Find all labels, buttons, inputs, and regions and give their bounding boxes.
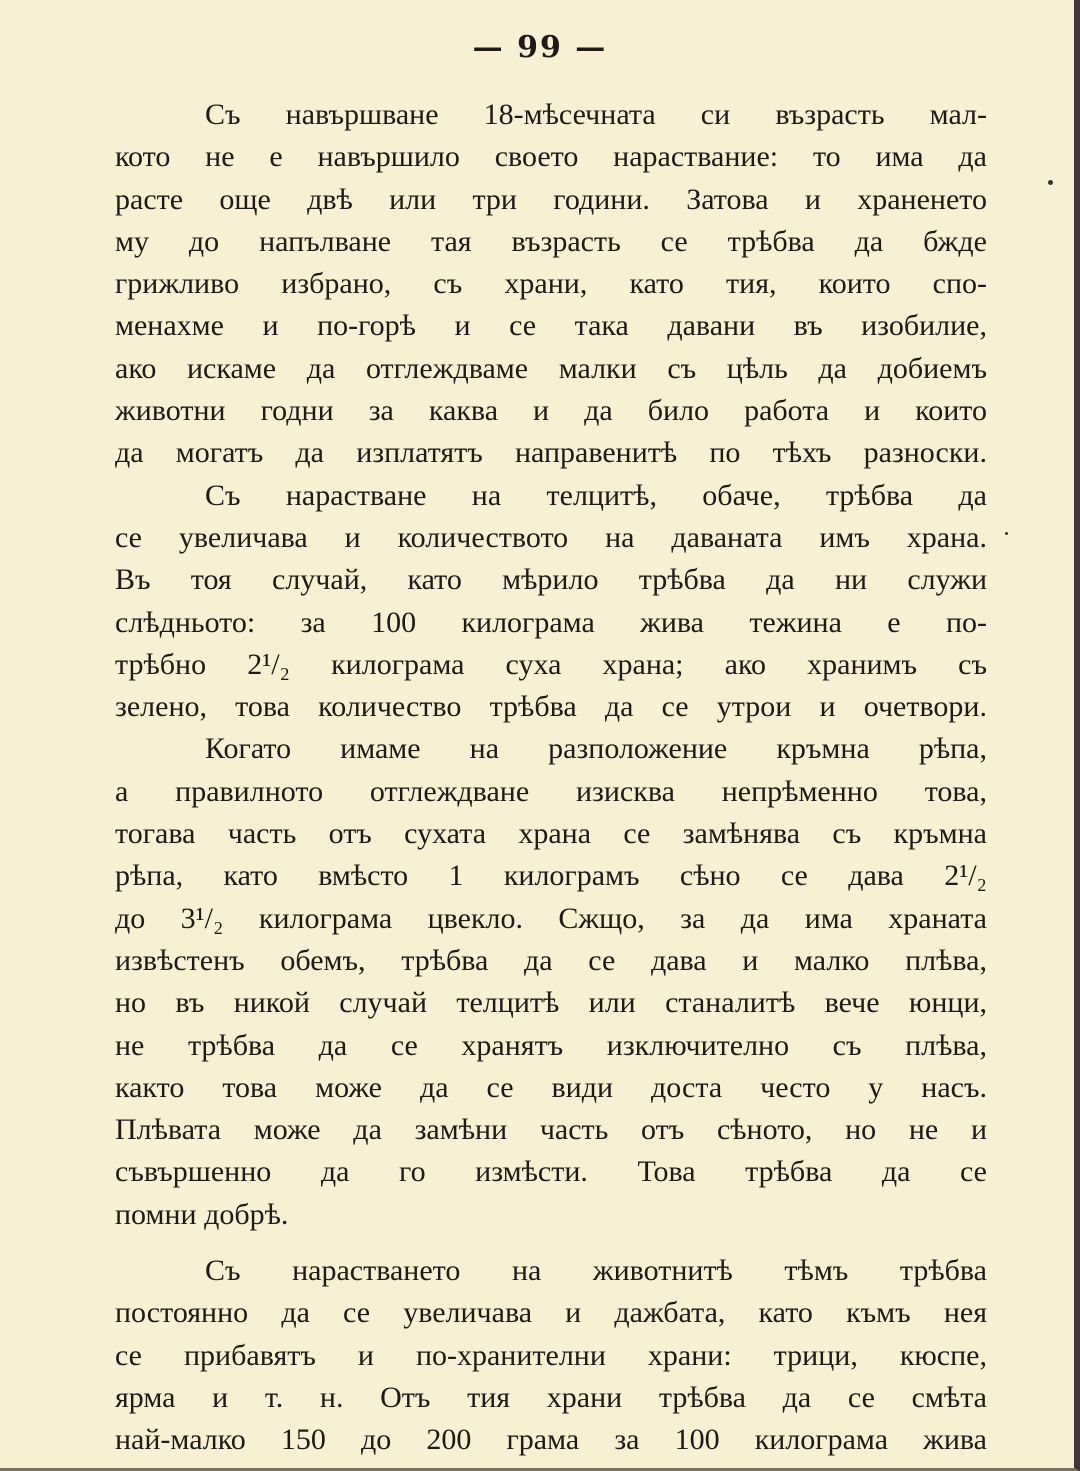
ink-speck <box>1048 180 1053 185</box>
text-line: съвършенно да го измѣсти. Това трѣбва да се <box>115 1155 987 1189</box>
text-line: извѣстенъ обемъ, трѣбва да се дава и малко плѣва, <box>115 943 987 977</box>
text-line: кото не е навършило своето нараствание: то има да <box>115 140 987 174</box>
text-line: грижливо избрано, съ храни, като тия, които спо- <box>115 267 987 301</box>
text-line: слѣдньото: за 100 килограма жива тежина е по- <box>115 605 987 639</box>
text-line: ярма и т. н. Отъ тия храни трѣбва да се смѣта <box>115 1380 987 1414</box>
text-line: постоянно да се увеличава и дажбата, като къмъ нея <box>115 1296 987 1330</box>
text-line: помни добрѣ. <box>115 1197 289 1231</box>
text-line: да могатъ да изплатятъ направенитѣ по тѣхъ разноски. <box>115 436 987 470</box>
text-line: най-малко 150 до 200 грама за 100 килограма жива <box>115 1423 987 1457</box>
paragraph-3 <box>115 728 987 1236</box>
page-number: — 99 — <box>472 30 608 65</box>
text-line: Съ нарастване на телцитѣ, обаче, трѣбва да <box>205 478 987 512</box>
text-line: расте още двѣ или три години. Затова и храненето <box>115 182 987 216</box>
ink-speck <box>1005 532 1008 535</box>
text-line: Плѣвата може да замѣни часть отъ сѣното, но не и <box>115 1113 987 1147</box>
paragraph-2 <box>115 475 987 729</box>
text-line: животни годни за каква и да било работа и които <box>115 394 987 428</box>
text-line: а правилното отглеждване изисква непрѣменно това, <box>115 774 987 808</box>
text-line: менахме и по-горѣ и се така давани въ изобилие, <box>115 309 987 343</box>
text-line: Когато имаме на разположение кръмна рѣпа, <box>205 732 987 766</box>
paragraph-1 <box>115 94 987 475</box>
text-line: се увеличава и количеството на даваната имъ храна. <box>115 520 987 554</box>
text-line: се прибавятъ и по-хранителни храни: трици, кюспе, <box>115 1338 987 1372</box>
text-line: зелено, това количество трѣбва да се утрои и очетвори. <box>115 690 987 724</box>
body-text <box>115 94 987 1462</box>
text-line: ако искаме да отглеждваме малки съ цѣль да добиемъ <box>115 351 987 385</box>
paragraph-4 <box>115 1250 987 1461</box>
text-line: тогава часть отъ сухата храна се замѣнява съ кръмна <box>115 817 987 851</box>
text-line: но въ никой случай телцитѣ или станалитѣ вече юнци, <box>115 986 987 1020</box>
text-line: рѣпа, като вмѣсто 1 килограмъ сѣно се дава 2¹/₂ <box>115 859 987 893</box>
text-line: Съ нарастването на животнитѣ тѣмъ трѣбва <box>205 1254 987 1288</box>
text-line: до 3¹/₂ килограма цвекло. Сжщо, за да има храната <box>115 901 987 935</box>
text-line: трѣбно 2¹/₂ килограма суха храна; ако хранимъ съ <box>115 647 987 681</box>
text-line: не трѣбва да се хранятъ изключително съ плѣва, <box>115 1028 987 1062</box>
text-line: му до напълване тая възрасть се трѣбва да бжде <box>115 224 987 258</box>
text-line: Въ тоя случай, като мѣрило трѣбва да ни служи <box>115 563 987 597</box>
text-line: както това може да се види доста често у насъ. <box>115 1070 987 1104</box>
text-line: Съ навършване 18-мѣсечната си възрасть мал- <box>205 98 987 131</box>
